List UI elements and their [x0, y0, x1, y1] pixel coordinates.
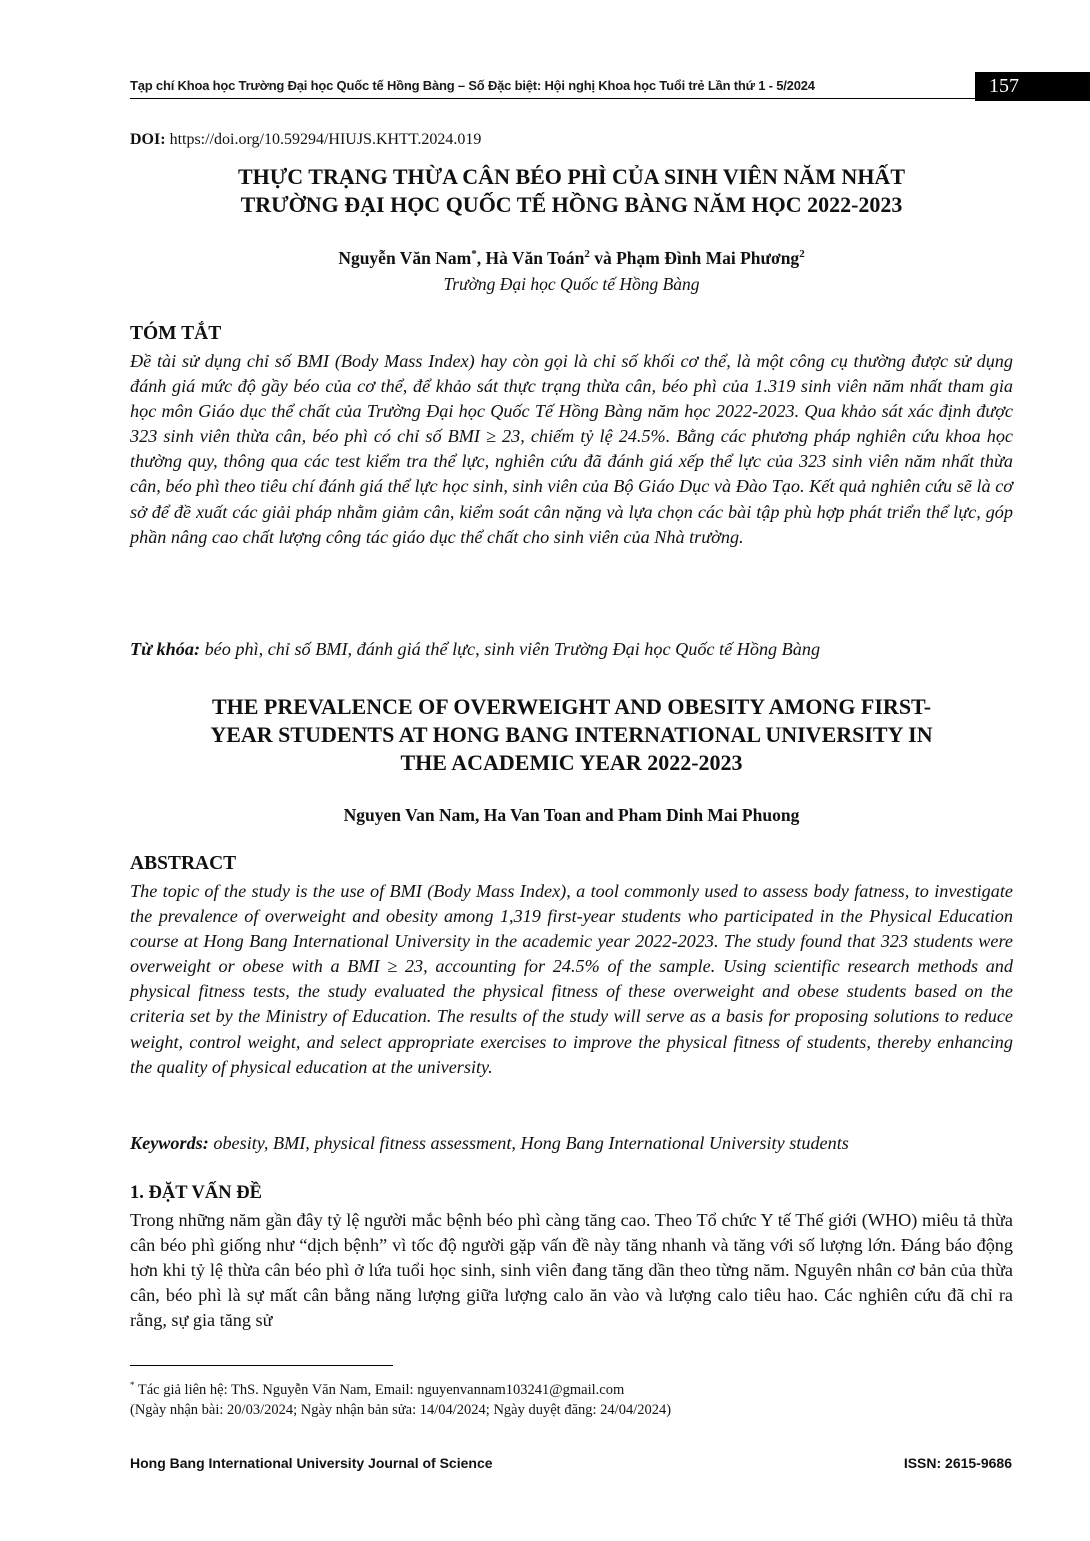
footnote-contact — [130, 1380, 624, 1399]
doi-line — [130, 131, 481, 149]
vi-keywords — [130, 639, 1013, 660]
author2: , Hà Văn Toán — [476, 248, 585, 268]
en-title-line2: YEAR STUDENTS AT HONG BANG INTERNATIONAL UNIVERSITY IN — [210, 722, 933, 747]
footnote-rule — [130, 1365, 393, 1366]
en-authors: Nguyen Van Nam, Ha Van Toan and Pham Dinh Mai Phuong — [343, 805, 800, 825]
doi-link[interactable]: https://doi.org/10.59294/HIUJS.KHTT.2024.019 — [165, 131, 482, 148]
vi-authors — [130, 248, 1013, 269]
vi-keywords-text: béo phì, chỉ số BMI, đánh giá thể lực, sinh viên Trường Đại học Quốc tế Hồng Bàng — [200, 639, 821, 659]
en-title — [130, 693, 1013, 777]
en-abstract: The topic of the study is the use of BMI (Body Mass Index), a tool commonly used to assess body fatness, to investigate the prevalence of overweight and obesity among 1,319 first-year students who participated in the Physical Education course at Hong Bang International University in the academic year 2022-2023. The study found that 323 students were overweight or obese with a BMI ≥ 23, accounting for 24.5% of the sample. Using scientific research methods and physical fitness tests, the study evaluated the physical fitness of these overweight and obese students based on the criteria set by the Ministry of Education. The results of the study will serve as a basis for proposing solutions to reduce weight, control weight, and select appropriate exercises to improve the physical fitness of students, thereby enhancing the quality of physical education at the university. — [130, 881, 1013, 1077]
page-number: 157 — [975, 72, 1090, 101]
section1-heading: 1. ĐẶT VẤN ĐỀ — [130, 1183, 262, 1203]
vi-title — [130, 163, 1013, 219]
journal-header: Tạp chí Khoa học Trường Đại học Quốc tế Hồng Bàng – Số Đặc biệt: Hội nghị Khoa học Tuổi trẻ Lần thứ 1 - 5/2024 — [130, 78, 815, 93]
author1: Nguyễn Văn Nam — [338, 248, 472, 268]
footnote-dates: (Ngày nhận bài: 20/03/2024; Ngày nhận bản sửa: 14/04/2024; Ngày duyệt đăng: 24/04/2024) — [130, 1402, 672, 1418]
vi-abstract-heading: TÓM TẮT — [130, 323, 222, 344]
en-title-line3: THE ACADEMIC YEAR 2022-2023 — [400, 750, 743, 775]
footer-issn: ISSN: 2615-9686 — [903, 1455, 1012, 1471]
footnote-mark: * — [130, 1380, 135, 1390]
vi-title-line2: TRƯỜNG ĐẠI HỌC QUỐC TẾ HỒNG BÀNG NĂM HỌC 2022-2023 — [240, 192, 903, 217]
en-keywords — [130, 1133, 1013, 1154]
footer-journal: Hong Bang International University Journal of Science — [130, 1455, 493, 1471]
vi-affiliation: Trường Đại học Quốc tế Hồng Bàng — [443, 274, 700, 294]
vi-title-line1: THỰC TRẠNG THỪA CÂN BÉO PHÌ CỦA SINH VIÊN NĂM NHẤT — [237, 164, 905, 189]
en-keywords-label: Keywords: — [130, 1133, 209, 1153]
author3: và Phạm Đình Mai Phương — [589, 248, 800, 268]
vi-abstract: Đề tài sử dụng chỉ số BMI (Body Mass Index) hay còn gọi là chỉ số khối cơ thể, là một công cụ thường được sử dụng đánh giá mức độ gầy béo của cơ thể, để khảo sát thực trạng thừa cân, béo phì của 1.319 sinh viên năm nhất tham gia học môn Giáo dục thể chất của Trường Đại học Quốc Tế Hồng Bàng năm học 2022-2023. Qua khảo sát xác định được 323 sinh viên thừa cân, béo phì có chỉ số BMI ≥ 23, chiếm tỷ lệ 24.5%. Bằng các phương pháp nghiên cứu khoa học thường quy, thông qua các test kiểm tra thể lực, nghiên cứu đã đánh giá xếp thể lực của 323 sinh viên năm nhất thừa cân, béo phì theo tiêu chí đánh giá thể lực học sinh, sinh viên của Bộ Giáo Dục và Đào Tạo. Kết quả nghiên cứu sẽ là cơ sở để đề xuất các giải pháp nhằm giảm cân, kiểm soát cân nặng và lựa chọn các bài tập phù hợp phát triển thể lực, góp phần nâng cao chất lượng công tác giáo dục thể chất cho sinh viên của Nhà trường. — [130, 351, 1013, 547]
header-rule — [130, 98, 975, 99]
author1-mark: * — [471, 248, 477, 261]
vi-keywords-label: Từ khóa: — [130, 639, 201, 659]
author3-mark: 2 — [799, 248, 805, 261]
doi-label: DOI: — [130, 131, 166, 148]
en-keywords-text: obesity, BMI, physical fitness assessment, Hong Bang International University students — [208, 1133, 849, 1153]
author2-mark: 2 — [584, 248, 590, 261]
section1-body: Trong những năm gần đây tỷ lệ người mắc bệnh béo phì càng tăng cao. Theo Tổ chức Y tế Thế giới (WHO) miêu tả thừa cân béo phì giống như “dịch bệnh” vì tốc độ người gặp vấn đề này tăng nhanh và tăng với số lượng lớn. Đáng báo động hơn khi tỷ lệ thừa cân béo phì ở lứa tuổi học sinh, sinh viên đang tăng dần theo từng năm. Nguyên nhân cơ bản của thừa cân, béo phì là sự mất cân bằng năng lượng giữa lượng calo ăn vào và lượng calo tiêu hao. Các nghiên cứu đã chỉ ra rằng, sự gia tăng sử — [130, 1210, 1013, 1331]
en-abstract-heading: ABSTRACT — [130, 853, 237, 874]
footnote-contact-text: Tác giả liên hệ: ThS. Nguyễn Văn Nam, Email: nguyenvannam103241@gmail.com — [134, 1381, 625, 1398]
en-title-line1: THE PREVALENCE OF OVERWEIGHT AND OBESITY AMONG FIRST- — [211, 694, 932, 719]
